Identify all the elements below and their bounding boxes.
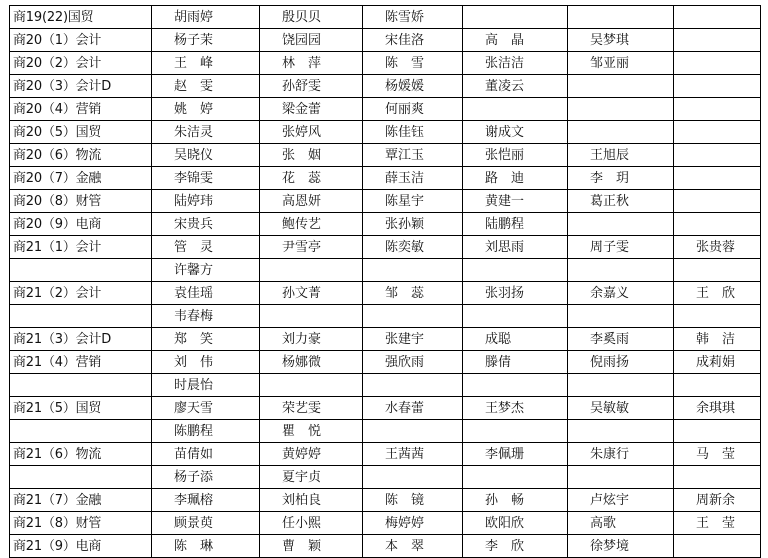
student-name-cell: 周子雯 [568, 236, 674, 259]
student-name-cell: 余嘉义 [568, 282, 674, 305]
student-name-cell: 许馨方 [152, 259, 260, 282]
table-row [10, 121, 761, 144]
table-row [10, 236, 761, 259]
student-name-cell: 韦春梅 [152, 305, 260, 328]
class-name-cell: 商21（4）营销 [10, 351, 152, 374]
class-name-cell: 商20（5）国贸 [10, 121, 152, 144]
table-row [10, 98, 761, 121]
student-name-cell: 邹亚丽 [568, 52, 674, 75]
student-name-cell [674, 420, 761, 443]
student-name-cell: 时晨怡 [152, 374, 260, 397]
class-name-cell: 商20（2）会计 [10, 52, 152, 75]
table-row [10, 6, 761, 29]
class-name-cell: 商20（7）金融 [10, 167, 152, 190]
student-name-cell: 水春蕾 [363, 397, 463, 420]
class-name-cell: 商21（8）财管 [10, 512, 152, 535]
student-name-cell: 高歌 [568, 512, 674, 535]
student-name-cell: 苗倩如 [152, 443, 260, 466]
class-name-cell: 商21（9）电商 [10, 535, 152, 558]
student-name-cell [363, 259, 463, 282]
student-name-cell: 朱康行 [568, 443, 674, 466]
student-name-cell: 吴敏敏 [568, 397, 674, 420]
student-name-cell: 王 峰 [152, 52, 260, 75]
table-row [10, 351, 761, 374]
student-name-cell: 尹雪亭 [260, 236, 363, 259]
student-name-cell [568, 259, 674, 282]
student-name-cell: 马 莹 [674, 443, 761, 466]
student-name-cell: 姚 婷 [152, 98, 260, 121]
student-name-cell: 张建宇 [363, 328, 463, 351]
student-name-cell: 邹 蕊 [363, 282, 463, 305]
student-name-cell: 陈 雪 [363, 52, 463, 75]
student-name-cell: 张贵蓉 [674, 236, 761, 259]
class-name-cell: 商21（6）物流 [10, 443, 152, 466]
student-name-cell [568, 75, 674, 98]
student-name-cell: 朱洁灵 [152, 121, 260, 144]
student-name-cell: 胡雨婷 [152, 6, 260, 29]
student-name-cell: 李佩珊 [463, 443, 568, 466]
student-name-cell: 袁佳瑶 [152, 282, 260, 305]
student-name-cell [674, 213, 761, 236]
student-name-cell [363, 305, 463, 328]
student-name-cell: 高恩妍 [260, 190, 363, 213]
student-name-cell [463, 98, 568, 121]
student-name-cell: 张婷风 [260, 121, 363, 144]
table-row [10, 282, 761, 305]
student-name-cell: 吴梦琪 [568, 29, 674, 52]
student-name-cell [463, 374, 568, 397]
student-name-cell: 李 玥 [568, 167, 674, 190]
table-row [10, 443, 761, 466]
student-name-cell [674, 305, 761, 328]
class-name-cell: 商20（4）营销 [10, 98, 152, 121]
student-name-cell: 李 欣 [463, 535, 568, 558]
student-name-cell: 曹 颖 [260, 535, 363, 558]
student-name-cell [363, 466, 463, 489]
student-name-cell: 陈奕敏 [363, 236, 463, 259]
class-name-cell: 商20（9）电商 [10, 213, 152, 236]
student-name-cell: 刘力豪 [260, 328, 363, 351]
table-row [10, 374, 761, 397]
class-name-cell: 商21（5）国贸 [10, 397, 152, 420]
student-name-cell: 薛玉洁 [363, 167, 463, 190]
student-name-cell [363, 374, 463, 397]
class-name-cell [10, 374, 152, 397]
student-name-cell: 杨子茉 [152, 29, 260, 52]
table-row [10, 420, 761, 443]
student-name-cell [674, 29, 761, 52]
student-name-cell [674, 466, 761, 489]
student-name-cell [568, 374, 674, 397]
student-roster-table [9, 5, 761, 558]
student-name-cell [363, 420, 463, 443]
student-name-cell: 刘柏良 [260, 489, 363, 512]
student-name-cell: 欧阳欣 [463, 512, 568, 535]
student-name-cell: 倪雨扬 [568, 351, 674, 374]
student-name-cell [568, 466, 674, 489]
student-name-cell: 廖天雪 [152, 397, 260, 420]
class-name-cell: 商20（3）会计D [10, 75, 152, 98]
student-name-cell: 杨媛媛 [363, 75, 463, 98]
student-name-cell: 路 迪 [463, 167, 568, 190]
student-name-cell [674, 190, 761, 213]
student-name-cell: 王茜茜 [363, 443, 463, 466]
student-name-cell: 赵 雯 [152, 75, 260, 98]
student-name-cell [674, 121, 761, 144]
student-name-cell: 徐梦境 [568, 535, 674, 558]
student-name-cell: 覃江玉 [363, 144, 463, 167]
table-row [10, 144, 761, 167]
student-name-cell [463, 259, 568, 282]
student-name-cell: 葛正秋 [568, 190, 674, 213]
student-name-cell: 王 欣 [674, 282, 761, 305]
student-name-cell [568, 213, 674, 236]
table-row [10, 190, 761, 213]
student-name-cell: 瞿 悦 [260, 420, 363, 443]
class-name-cell: 商21（7）金融 [10, 489, 152, 512]
class-name-cell: 商21（3）会计D [10, 328, 152, 351]
student-name-cell [463, 466, 568, 489]
student-name-cell [674, 167, 761, 190]
student-name-cell: 管 灵 [152, 236, 260, 259]
class-name-cell: 商20（8）财管 [10, 190, 152, 213]
table-row [10, 167, 761, 190]
student-name-cell: 梁金蕾 [260, 98, 363, 121]
student-name-cell: 黄建一 [463, 190, 568, 213]
student-name-cell: 王梦杰 [463, 397, 568, 420]
table-row [10, 52, 761, 75]
student-name-cell [463, 305, 568, 328]
student-name-cell: 张洁洁 [463, 52, 568, 75]
student-name-cell: 董凌云 [463, 75, 568, 98]
table-row [10, 489, 761, 512]
student-name-cell: 吴晓仪 [152, 144, 260, 167]
student-name-cell [674, 6, 761, 29]
student-name-cell: 张羽扬 [463, 282, 568, 305]
student-name-cell: 夏宇贞 [260, 466, 363, 489]
student-name-cell: 李锦雯 [152, 167, 260, 190]
student-name-cell [674, 535, 761, 558]
student-name-cell [568, 98, 674, 121]
table-row [10, 328, 761, 351]
class-name-cell [10, 420, 152, 443]
student-name-cell: 滕倩 [463, 351, 568, 374]
student-name-cell: 杨娜微 [260, 351, 363, 374]
student-name-cell: 刘思雨 [463, 236, 568, 259]
student-name-cell [463, 420, 568, 443]
table-row [10, 75, 761, 98]
class-name-cell [10, 259, 152, 282]
student-name-cell: 陆婷玮 [152, 190, 260, 213]
student-name-cell: 孙文菁 [260, 282, 363, 305]
student-name-cell: 本 翠 [363, 535, 463, 558]
student-name-cell: 任小熙 [260, 512, 363, 535]
table-row [10, 259, 761, 282]
student-name-cell: 陈雪娇 [363, 6, 463, 29]
student-name-cell: 陈鹏程 [152, 420, 260, 443]
student-name-cell [463, 6, 568, 29]
student-name-cell [260, 305, 363, 328]
student-name-cell: 顾景萸 [152, 512, 260, 535]
class-name-cell: 商21（2）会计 [10, 282, 152, 305]
student-name-cell [674, 52, 761, 75]
student-name-cell: 余琪琪 [674, 397, 761, 420]
student-name-cell [674, 98, 761, 121]
class-name-cell: 商19(22)国贸 [10, 6, 152, 29]
student-name-cell: 刘 伟 [152, 351, 260, 374]
table-row [10, 213, 761, 236]
student-name-cell [674, 259, 761, 282]
student-name-cell: 成莉娟 [674, 351, 761, 374]
student-name-cell: 花 蕊 [260, 167, 363, 190]
student-name-cell: 张恺丽 [463, 144, 568, 167]
student-name-cell [260, 259, 363, 282]
student-name-cell: 梅婷婷 [363, 512, 463, 535]
student-name-cell: 王 莹 [674, 512, 761, 535]
table-row [10, 535, 761, 558]
roster-body [10, 6, 761, 558]
table-row [10, 29, 761, 52]
student-name-cell: 谢成文 [463, 121, 568, 144]
table-row [10, 466, 761, 489]
student-name-cell: 孙舒雯 [260, 75, 363, 98]
student-name-cell: 宋贵兵 [152, 213, 260, 236]
student-name-cell: 陆鹏程 [463, 213, 568, 236]
student-name-cell: 黄婷婷 [260, 443, 363, 466]
student-name-cell: 陈 镜 [363, 489, 463, 512]
table-row [10, 512, 761, 535]
student-name-cell [674, 374, 761, 397]
class-name-cell: 商21（1）会计 [10, 236, 152, 259]
student-name-cell [674, 144, 761, 167]
student-name-cell: 陈星宇 [363, 190, 463, 213]
student-name-cell: 殷贝贝 [260, 6, 363, 29]
student-name-cell: 周新余 [674, 489, 761, 512]
table-row [10, 397, 761, 420]
student-name-cell [568, 305, 674, 328]
student-name-cell: 李珮榕 [152, 489, 260, 512]
student-name-cell: 王旭辰 [568, 144, 674, 167]
table-row [10, 305, 761, 328]
student-name-cell: 韩 洁 [674, 328, 761, 351]
student-name-cell: 何丽爽 [363, 98, 463, 121]
class-name-cell: 商20（1）会计 [10, 29, 152, 52]
student-name-cell: 荣艺雯 [260, 397, 363, 420]
class-name-cell [10, 466, 152, 489]
student-name-cell: 饶园园 [260, 29, 363, 52]
roster-sheet [9, 5, 760, 554]
student-name-cell: 陈佳钰 [363, 121, 463, 144]
student-name-cell: 张孙颖 [363, 213, 463, 236]
student-name-cell: 张 姻 [260, 144, 363, 167]
student-name-cell [568, 6, 674, 29]
class-name-cell: 商20（6）物流 [10, 144, 152, 167]
student-name-cell [568, 420, 674, 443]
student-name-cell: 鲍传艺 [260, 213, 363, 236]
student-name-cell: 郑 笑 [152, 328, 260, 351]
student-name-cell [260, 374, 363, 397]
student-name-cell: 林 萍 [260, 52, 363, 75]
student-name-cell: 杨子添 [152, 466, 260, 489]
student-name-cell: 孙 畅 [463, 489, 568, 512]
student-name-cell: 成聪 [463, 328, 568, 351]
student-name-cell: 宋佳洛 [363, 29, 463, 52]
class-name-cell [10, 305, 152, 328]
student-name-cell: 高 晶 [463, 29, 568, 52]
student-name-cell [674, 75, 761, 98]
student-name-cell: 强欣雨 [363, 351, 463, 374]
student-name-cell: 李奚雨 [568, 328, 674, 351]
student-name-cell: 卢炫宇 [568, 489, 674, 512]
student-name-cell [568, 121, 674, 144]
student-name-cell: 陈 琳 [152, 535, 260, 558]
